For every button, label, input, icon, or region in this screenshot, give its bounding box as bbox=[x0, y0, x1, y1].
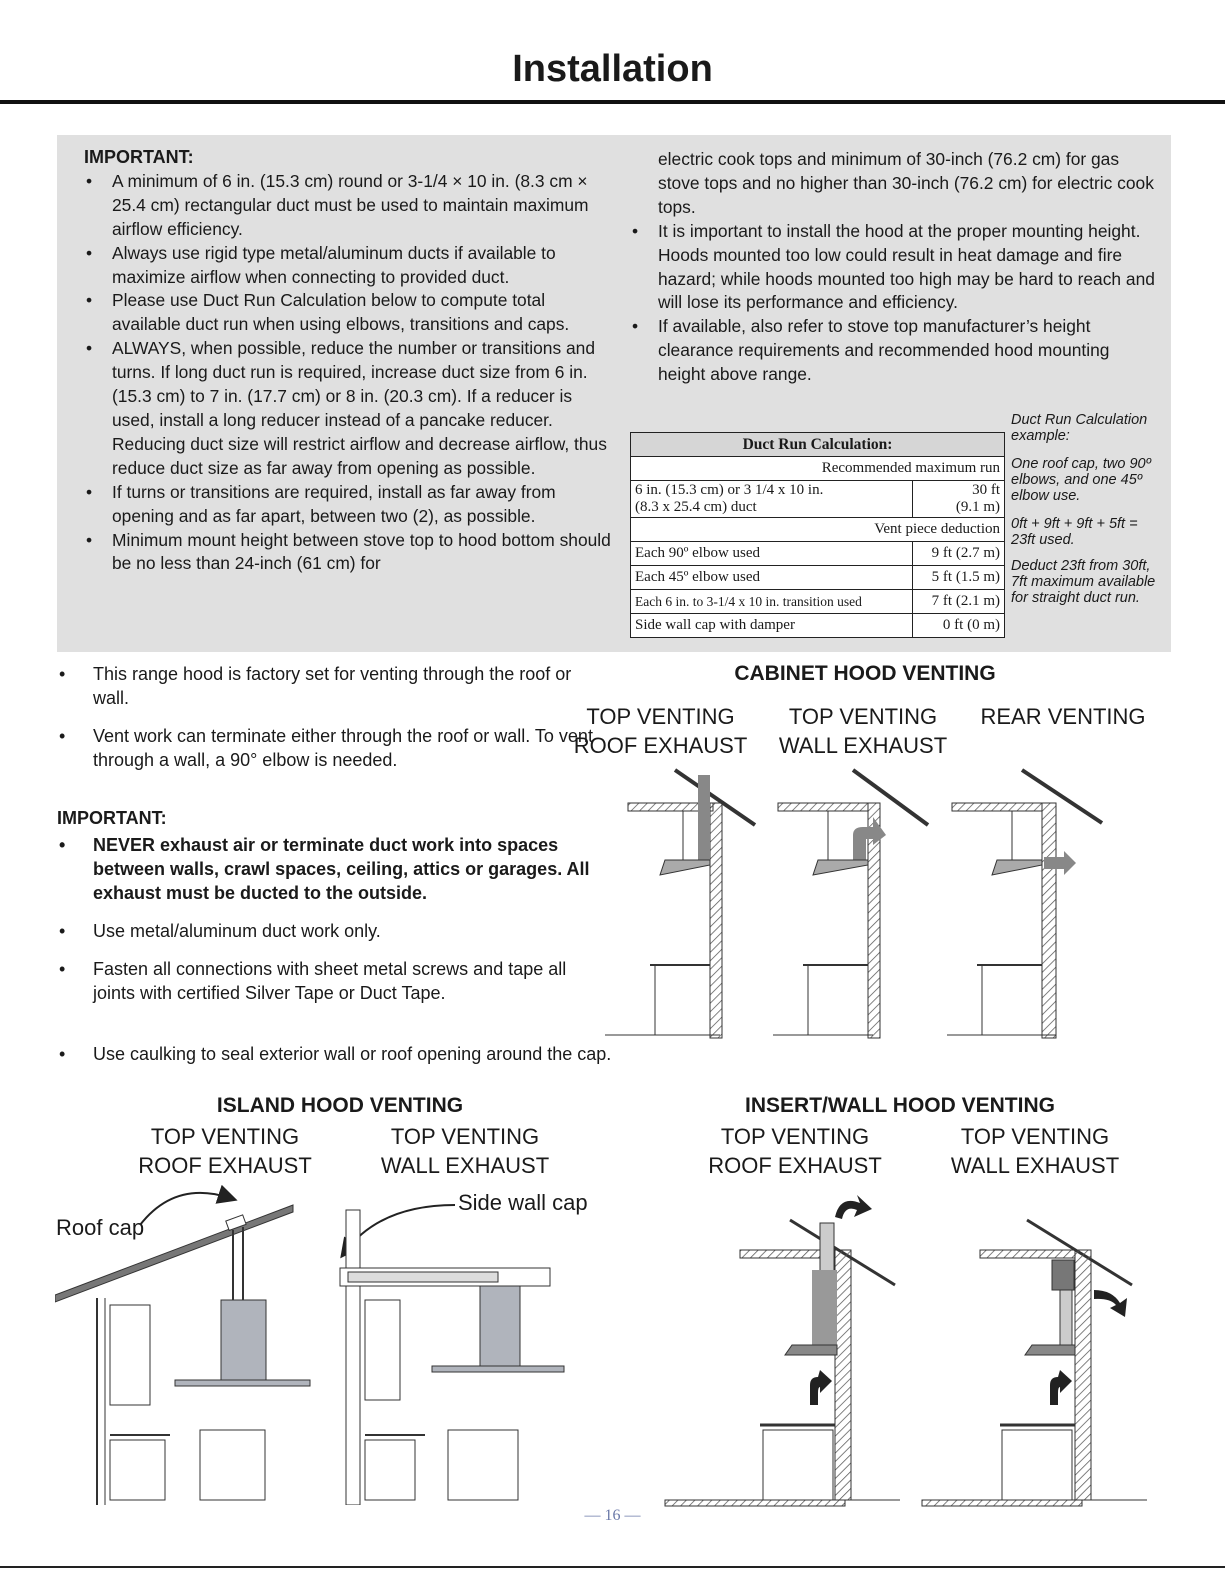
arrow-icon bbox=[835, 1195, 872, 1219]
list-item: • This range hood is factory set for venting through the roof or wall. bbox=[57, 662, 597, 710]
page-number: — 16 — bbox=[584, 1507, 641, 1524]
bottom-divider bbox=[0, 1566, 1225, 1568]
duct-value-line: (9.1 m) bbox=[955, 499, 1000, 515]
important-item: • If available, also refer to stove top manufacturer’s height clearance requirements and recommended hood mounting height above range. bbox=[630, 315, 1160, 387]
island-wall-diagram bbox=[340, 1205, 564, 1505]
row-label: Side wall cap with damper bbox=[631, 614, 913, 638]
cabinet-venting-diagram bbox=[600, 765, 1170, 1040]
cabinet-rear-diagram bbox=[947, 770, 1102, 1038]
label-line: TOP VENTING bbox=[390, 1124, 540, 1149]
label-line: ROOF EXHAUST bbox=[138, 1153, 312, 1178]
important-left-column bbox=[84, 146, 612, 576]
deduction-header: Vent piece deduction bbox=[631, 518, 1005, 542]
important-continuation: electric cook tops and minimum of 30-inch (76.2 cm) for gas stove tops and no higher than 30-inch (76.2 cm) for electric cook tops. bbox=[658, 149, 1154, 217]
label-line: ROOF EXHAUST bbox=[573, 733, 748, 758]
label-line: WALL EXHAUST bbox=[380, 1153, 550, 1178]
duct-label-line: (8.3 x 25.4 cm) duct bbox=[635, 499, 757, 515]
important-item: • ALWAYS, when possible, reduce the number or transitions and turns. If long duct run is required, increase duct size from 6 in. (15.3 cm) to 7 in. (17.7 cm) or 8 in. (20.3 cm). If a reducer is used, install a long reducer instead of a pancake reducer. Reducing duct size will restrict airflow and decrease airflow, thus reduce duct size as far away from opening as possible. bbox=[84, 337, 612, 480]
duct-shape bbox=[698, 775, 710, 860]
arrow-icon bbox=[810, 1370, 832, 1405]
label-line: TOP VENTING bbox=[960, 1124, 1110, 1149]
important-bullets-2 bbox=[57, 833, 597, 1019]
page-title: Installation bbox=[512, 48, 713, 90]
duct-label-line: 6 in. (15.3 cm) or 3 1/4 x 10 in. bbox=[635, 482, 824, 498]
example-title: Duct Run Calculation example: bbox=[1011, 412, 1148, 444]
list-item-bold: • NEVER exhaust air or terminate duct work into spaces between walls, crawl spaces, ceiling, attics or garages. All exhaust must be ducted to the outside. bbox=[57, 833, 597, 905]
island-roof-diagram bbox=[55, 1193, 310, 1505]
cabinet-top-wall-label bbox=[763, 702, 963, 760]
duct-table-title: Duct Run Calculation: bbox=[631, 433, 1005, 457]
cabinet-rear-label: REAR VENTING bbox=[980, 704, 1146, 729]
insert-roof-diagram bbox=[665, 1195, 900, 1506]
example-result: Deduct 23ft from 30ft, 7ft maximum available for straight duct run. bbox=[1011, 558, 1156, 606]
label-line: TOP VENTING bbox=[788, 704, 938, 729]
title-divider bbox=[0, 100, 1225, 104]
list-item: • Use caulking to seal exterior wall or roof opening around the cap. bbox=[57, 1042, 757, 1066]
island-venting-diagram bbox=[55, 1180, 610, 1505]
row-value: 0 ft (0 m) bbox=[912, 614, 1004, 638]
cabinet-wall-diagram bbox=[773, 770, 928, 1038]
row-label: Each 45º elbow used bbox=[631, 566, 913, 590]
caulking-bullet bbox=[57, 1042, 757, 1066]
roof-cap-callout: Roof cap bbox=[56, 1215, 145, 1240]
label-line: ROOF EXHAUST bbox=[708, 1153, 882, 1178]
important-item: • Always use rigid type metal/aluminum ducts if available to maximize airflow when connecting to provided duct. bbox=[84, 242, 612, 290]
duct-value-line: 30 ft bbox=[972, 482, 1000, 498]
duct-label-cell bbox=[631, 481, 913, 518]
duct-example-note bbox=[1011, 412, 1161, 606]
side-wall-cap-callout: Side wall cap bbox=[458, 1190, 588, 1215]
cabinet-venting-title: CABINET HOOD VENTING bbox=[734, 662, 996, 685]
cabinet-top-roof-label bbox=[563, 702, 758, 760]
label-line: TOP VENTING bbox=[586, 704, 735, 729]
table-row bbox=[631, 590, 1005, 614]
venting-bullets bbox=[57, 662, 597, 786]
duct-run-table bbox=[630, 432, 1005, 638]
island-top-wall-label bbox=[360, 1122, 570, 1180]
important-heading: IMPORTANT: bbox=[84, 147, 194, 167]
important-item: • Please use Duct Run Calculation below to compute total available duct run when using elbows, transitions and caps. bbox=[84, 289, 612, 337]
row-value: 9 ft (2.7 m) bbox=[912, 542, 1004, 566]
cabinet-roof-diagram bbox=[605, 770, 755, 1038]
recommended-header: Recommended maximum run bbox=[631, 457, 1005, 481]
insert-wall-diagram bbox=[922, 1220, 1147, 1506]
label-line: TOP VENTING bbox=[720, 1124, 870, 1149]
row-value: 5 ft (1.5 m) bbox=[912, 566, 1004, 590]
label-line: WALL EXHAUST bbox=[778, 733, 948, 758]
important-right-column bbox=[630, 148, 1160, 387]
list-item: • Use metal/aluminum duct work only. bbox=[57, 919, 597, 943]
important-item: • It is important to install the hood at the proper mounting height. Hoods mounted too low could result in heat damage and fire hazard; while hoods mounted too high may be hard to reach and will lose its performance and efficiency. bbox=[630, 220, 1160, 316]
important-item: • A minimum of 6 in. (15.3 cm) round or 3-1/4 × 10 in. (8.3 cm × 25.4 cm) rectangular duct must be used to maintain maximum airflow efficiency. bbox=[84, 170, 612, 242]
important-item: • If turns or transitions are required, install as far away from opening and as far apart, between two (2), as possible. bbox=[84, 481, 612, 529]
label-line: TOP VENTING bbox=[150, 1124, 300, 1149]
table-row bbox=[631, 542, 1005, 566]
insert-top-roof-label bbox=[690, 1122, 900, 1180]
label-line: WALL EXHAUST bbox=[950, 1153, 1120, 1178]
insert-venting-title: INSERT/WALL HOOD VENTING bbox=[745, 1094, 1055, 1117]
important-item: • Minimum mount height between stove top to hood bottom should be no less than 24-inch (61 cm) for bbox=[84, 529, 612, 577]
row-value: 7 ft (2.1 m) bbox=[912, 590, 1004, 614]
table-row bbox=[631, 566, 1005, 590]
insert-venting-diagram bbox=[660, 1195, 1160, 1515]
arrow-icon bbox=[1050, 1370, 1072, 1405]
important-heading-2: IMPORTANT: bbox=[57, 808, 167, 828]
duct-value-cell bbox=[912, 481, 1004, 518]
row-label: Each 6 in. to 3-1/4 x 10 in. transition used bbox=[631, 590, 913, 614]
island-venting-title: ISLAND HOOD VENTING bbox=[216, 1094, 464, 1117]
example-scenario: One roof cap, two 90º elbows, and one 45º elbow use. bbox=[1011, 456, 1151, 504]
insert-top-wall-label bbox=[930, 1122, 1140, 1180]
table-row bbox=[631, 614, 1005, 638]
row-label: Each 90º elbow used bbox=[631, 542, 913, 566]
list-item: • Fasten all connections with sheet metal screws and tape all joints with certified Silver Tape or Duct Tape. bbox=[57, 957, 597, 1005]
example-sum: 0ft + 9ft + 9ft + 5ft = 23ft used. bbox=[1011, 516, 1138, 548]
list-item: • Vent work can terminate either through the roof or wall. To vent through a wall, a 90° elbow is needed. bbox=[57, 724, 597, 772]
arrow-icon bbox=[1094, 1290, 1127, 1317]
island-top-roof-label bbox=[120, 1122, 330, 1180]
